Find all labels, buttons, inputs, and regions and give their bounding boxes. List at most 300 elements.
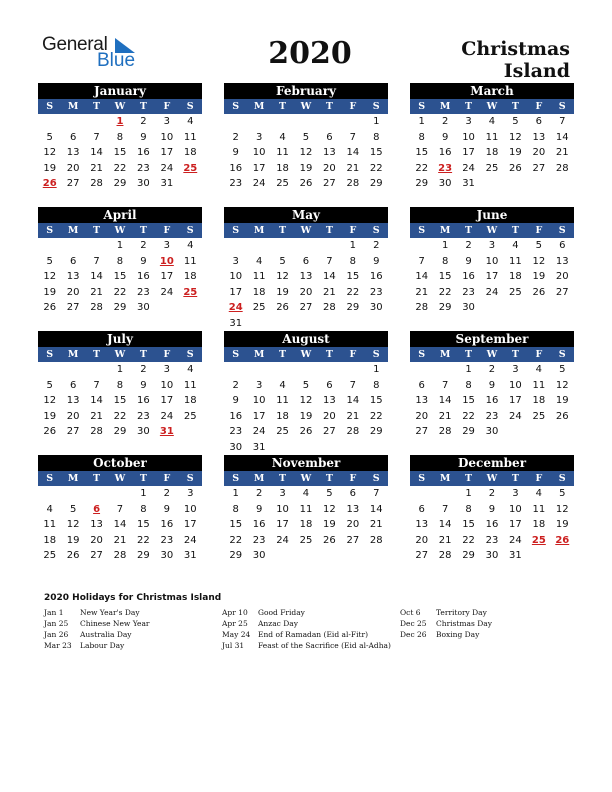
day-cell: 12 xyxy=(43,271,57,282)
day-cell: 19 xyxy=(555,395,569,406)
weekday-label: S xyxy=(558,101,566,112)
day-cell: 16 xyxy=(160,519,174,530)
day-cell: 20 xyxy=(299,286,313,298)
day-cell: 24 xyxy=(462,162,475,174)
day-cell: 19 xyxy=(299,410,313,422)
day-cell: 10 xyxy=(276,503,289,515)
holidays-title: 2020 Holidays for Christmas Island xyxy=(44,593,222,603)
holiday-name: Labour Day xyxy=(80,641,125,650)
weekday-label: S xyxy=(46,349,54,360)
day-cell: 17 xyxy=(160,395,174,406)
day-cell: 17 xyxy=(252,162,266,174)
day-cell: 26 xyxy=(509,162,522,174)
holiday-item xyxy=(222,607,391,618)
weekday-label: F xyxy=(349,473,357,484)
day-cell: 4 xyxy=(187,240,194,251)
weekday-label: T xyxy=(511,225,519,236)
day-cell: 9 xyxy=(140,255,147,267)
day-cell: 25 xyxy=(276,178,289,189)
day-cell: 26 xyxy=(43,426,57,437)
weekday-label: S xyxy=(418,101,426,112)
weekday-label: S xyxy=(232,225,240,236)
weekday-label: M xyxy=(67,101,79,112)
day-blank xyxy=(433,362,456,378)
day-cell: 14 xyxy=(90,147,103,158)
day-blank xyxy=(271,114,294,130)
day-cell: 23 xyxy=(252,534,266,546)
holiday-date: Apr 25 xyxy=(222,619,248,628)
day-cell: 1 xyxy=(140,488,147,499)
day-cell: 11 xyxy=(183,379,197,391)
day-cell: 15 xyxy=(346,271,360,282)
day-cell: 24 xyxy=(183,534,197,546)
day-cell: 16 xyxy=(485,519,499,530)
weekday-label: W xyxy=(300,225,312,236)
day-grid xyxy=(224,238,388,331)
day-cell: 22 xyxy=(113,162,127,174)
holiday-item xyxy=(400,618,492,629)
weekday-label: S xyxy=(46,225,54,236)
day-cell: 23 xyxy=(485,410,499,422)
day-cell: 11 xyxy=(509,255,522,267)
day-cell: 28 xyxy=(438,426,452,437)
day-cell: 31 xyxy=(509,550,522,561)
weekday-label: M xyxy=(439,349,451,360)
month-november xyxy=(224,455,388,564)
day-cell: 11 xyxy=(299,503,313,515)
month-march xyxy=(410,83,574,192)
day-cell: 11 xyxy=(183,131,197,143)
day-cell: 23 xyxy=(369,286,383,298)
day-cell: 20 xyxy=(66,286,80,298)
day-cell: 15 xyxy=(229,519,243,530)
day-cell: 3 xyxy=(163,240,171,251)
month-name: June xyxy=(410,207,574,223)
day-cell: 8 xyxy=(116,379,124,391)
holiday-name: End of Ramadan (Eid al-Fitr) xyxy=(258,630,369,639)
day-cell: 4 xyxy=(255,255,263,267)
month-january xyxy=(38,83,202,192)
day-cell: 17 xyxy=(462,147,475,158)
day-cell: 4 xyxy=(535,488,543,499)
day-cell: 1 xyxy=(418,116,425,127)
day-cell: 19 xyxy=(555,519,569,530)
month-name: March xyxy=(410,83,574,99)
weekday-label: S xyxy=(372,473,380,484)
weekday-label: S xyxy=(558,225,566,236)
day-cell: 9 xyxy=(465,255,472,267)
day-cell: 14 xyxy=(438,519,452,530)
holiday-date: Apr 10 xyxy=(222,608,248,617)
day-blank xyxy=(294,362,317,378)
weekday-label: T xyxy=(279,225,287,236)
weekday-label: S xyxy=(232,473,240,484)
day-cell: 14 xyxy=(438,395,452,406)
day-cell: 9 xyxy=(232,395,239,406)
day-cell: 18 xyxy=(299,519,313,530)
day-cell-holiday: 10 xyxy=(159,255,174,267)
holiday-item xyxy=(222,640,391,651)
day-blank xyxy=(108,486,131,502)
day-cell: 4 xyxy=(302,488,310,499)
weekday-label: F xyxy=(535,225,543,236)
holiday-column xyxy=(400,607,492,640)
day-cell: 28 xyxy=(346,178,360,189)
day-cell: 8 xyxy=(465,503,472,515)
month-april xyxy=(38,207,202,316)
weekday-label: F xyxy=(535,473,543,484)
day-cell: 10 xyxy=(509,379,522,391)
day-cell: 5 xyxy=(512,116,519,127)
weekday-label: W xyxy=(486,349,498,360)
day-cell: 13 xyxy=(299,271,313,282)
weekday-label: T xyxy=(93,101,101,112)
day-cell: 2 xyxy=(163,488,171,499)
weekday-label: S xyxy=(186,225,194,236)
weekday-header xyxy=(224,223,388,238)
day-cell: 8 xyxy=(140,503,147,515)
day-cell: 6 xyxy=(326,379,333,391)
weekday-label: S xyxy=(232,101,240,112)
day-cell: 3 xyxy=(279,488,286,499)
day-cell: 7 xyxy=(93,131,100,143)
day-cell: 5 xyxy=(46,379,53,391)
day-cell: 18 xyxy=(43,534,57,546)
month-name: September xyxy=(410,331,574,347)
day-grid xyxy=(38,238,202,316)
day-cell: 5 xyxy=(559,488,566,499)
day-cell: 8 xyxy=(116,255,124,267)
day-cell: 19 xyxy=(276,286,289,298)
day-grid xyxy=(410,114,574,192)
day-cell: 27 xyxy=(415,426,429,437)
day-cell: 22 xyxy=(369,162,383,174)
day-cell: 30 xyxy=(137,426,150,437)
day-cell: 17 xyxy=(509,395,522,406)
day-cell: 19 xyxy=(323,519,336,530)
holiday-name: Anzac Day xyxy=(258,619,298,628)
day-cell: 18 xyxy=(183,395,197,406)
day-cell: 1 xyxy=(349,240,357,251)
day-cell: 19 xyxy=(532,271,546,282)
day-cell: 19 xyxy=(43,286,57,298)
day-cell: 22 xyxy=(369,410,383,422)
day-cell: 10 xyxy=(509,503,522,515)
day-cell: 20 xyxy=(90,534,103,546)
day-cell: 3 xyxy=(163,364,171,375)
weekday-label: W xyxy=(486,101,498,112)
weekday-label: T xyxy=(93,349,101,360)
day-cell: 1 xyxy=(116,364,124,375)
day-cell: 3 xyxy=(512,364,519,375)
weekday-label: F xyxy=(349,349,357,360)
day-cell: 13 xyxy=(532,131,546,143)
day-cell: 11 xyxy=(183,255,197,267)
day-cell: 21 xyxy=(346,410,360,422)
day-cell: 12 xyxy=(532,255,546,267)
weekday-label: F xyxy=(163,225,171,236)
holiday-item xyxy=(44,629,150,640)
day-cell: 2 xyxy=(373,240,380,251)
day-cell: 25 xyxy=(43,550,57,561)
day-cell: 17 xyxy=(229,286,243,298)
day-cell: 15 xyxy=(415,147,429,158)
day-grid xyxy=(38,114,202,192)
day-cell: 2 xyxy=(232,131,239,143)
holiday-name: New Year's Day xyxy=(80,608,140,617)
day-cell: 22 xyxy=(113,286,127,298)
day-cell: 16 xyxy=(462,271,475,282)
day-cell: 27 xyxy=(90,550,103,561)
day-cell: 17 xyxy=(276,519,289,530)
country-line-1: Christmas xyxy=(461,38,570,60)
day-cell: 30 xyxy=(229,441,243,453)
day-cell: 11 xyxy=(43,519,57,530)
day-cell: 17 xyxy=(160,271,174,282)
day-cell: 14 xyxy=(555,131,569,143)
day-blank xyxy=(224,114,247,130)
holiday-name: Good Friday xyxy=(258,608,305,617)
weekday-header xyxy=(410,471,574,486)
day-cell: 25 xyxy=(252,302,266,313)
day-cell: 17 xyxy=(252,410,266,422)
day-blank xyxy=(318,362,341,378)
month-name: January xyxy=(38,83,202,99)
weekday-label: T xyxy=(139,349,147,360)
day-cell: 15 xyxy=(462,519,475,530)
weekday-label: T xyxy=(511,101,519,112)
day-cell: 7 xyxy=(441,379,449,391)
month-june xyxy=(410,207,574,316)
weekday-label: S xyxy=(418,349,426,360)
holiday-item xyxy=(222,629,391,640)
day-cell: 6 xyxy=(302,255,310,267)
weekday-label: S xyxy=(372,101,380,112)
day-cell: 19 xyxy=(299,162,313,174)
country-title xyxy=(461,38,570,82)
holiday-date: Jul 31 xyxy=(222,641,245,650)
day-cell: 16 xyxy=(137,147,150,158)
day-cell: 22 xyxy=(438,286,452,298)
day-cell: 27 xyxy=(415,550,429,561)
day-cell: 26 xyxy=(532,286,546,298)
weekday-label: T xyxy=(325,473,333,484)
day-cell: 26 xyxy=(66,550,80,561)
day-cell: 6 xyxy=(326,131,333,143)
weekday-label: M xyxy=(253,473,265,484)
day-blank xyxy=(294,114,317,130)
day-cell: 8 xyxy=(373,379,380,391)
day-cell: 9 xyxy=(255,503,263,515)
day-cell: 30 xyxy=(462,302,475,313)
day-grid xyxy=(410,362,574,440)
weekday-label: F xyxy=(349,101,357,112)
weekday-label: T xyxy=(465,473,473,484)
day-grid xyxy=(224,486,388,564)
holiday-date: May 24 xyxy=(222,630,251,639)
weekday-label: T xyxy=(93,473,101,484)
day-cell: 26 xyxy=(276,302,289,313)
day-cell: 26 xyxy=(299,426,313,437)
day-cell: 24 xyxy=(485,286,499,298)
day-cell-holiday: 24 xyxy=(228,302,243,313)
weekday-label: T xyxy=(325,225,333,236)
weekday-label: S xyxy=(46,101,54,112)
day-cell: 4 xyxy=(535,364,543,375)
day-cell: 30 xyxy=(485,426,499,437)
day-blank xyxy=(61,114,84,130)
day-blank xyxy=(341,114,364,130)
day-cell: 15 xyxy=(438,271,452,282)
day-cell: 8 xyxy=(418,131,425,143)
day-cell: 12 xyxy=(323,503,336,515)
weekday-header xyxy=(38,347,202,362)
holiday-item xyxy=(44,618,150,629)
day-cell: 9 xyxy=(488,379,496,391)
month-name: February xyxy=(224,83,388,99)
day-cell: 21 xyxy=(415,286,429,298)
month-february xyxy=(224,83,388,192)
day-cell: 11 xyxy=(532,503,546,515)
day-blank xyxy=(61,486,84,502)
weekday-label: W xyxy=(114,101,126,112)
weekday-label: T xyxy=(465,349,473,360)
day-cell: 30 xyxy=(369,302,383,313)
weekday-label: S xyxy=(418,225,426,236)
weekday-label: S xyxy=(232,349,240,360)
day-blank xyxy=(38,114,61,130)
day-blank xyxy=(38,362,61,378)
day-cell: 24 xyxy=(252,178,266,189)
day-cell: 10 xyxy=(252,147,266,158)
day-cell: 28 xyxy=(415,302,429,313)
day-cell: 29 xyxy=(462,426,475,437)
day-cell: 7 xyxy=(373,488,380,499)
day-cell: 30 xyxy=(137,302,150,313)
holiday-date: Jan 1 xyxy=(44,608,64,617)
day-cell: 5 xyxy=(326,488,333,499)
day-cell: 5 xyxy=(559,364,566,375)
day-cell: 24 xyxy=(160,162,174,174)
day-cell: 6 xyxy=(418,379,425,391)
weekday-label: F xyxy=(163,101,171,112)
day-cell: 7 xyxy=(93,255,100,267)
day-cell: 17 xyxy=(160,147,174,158)
day-cell: 29 xyxy=(113,178,127,189)
weekday-label: M xyxy=(253,225,265,236)
day-cell: 9 xyxy=(140,131,147,143)
day-cell: 7 xyxy=(349,379,357,391)
day-cell-holiday: 25 xyxy=(531,534,546,546)
weekday-label: T xyxy=(511,349,519,360)
day-cell: 18 xyxy=(509,271,522,282)
day-cell: 18 xyxy=(252,286,266,298)
day-cell: 12 xyxy=(299,395,313,406)
day-cell: 8 xyxy=(116,131,124,143)
day-cell: 11 xyxy=(252,271,266,282)
day-cell: 12 xyxy=(276,271,289,282)
day-cell: 18 xyxy=(532,519,546,530)
day-cell: 13 xyxy=(555,255,569,267)
weekday-label: T xyxy=(139,101,147,112)
day-cell: 10 xyxy=(160,379,174,391)
day-cell: 2 xyxy=(465,240,472,251)
day-cell-holiday: 26 xyxy=(42,178,57,189)
day-cell: 21 xyxy=(323,286,336,298)
weekday-label: T xyxy=(325,349,333,360)
day-cell: 28 xyxy=(555,162,569,174)
day-blank xyxy=(318,114,341,130)
day-cell: 29 xyxy=(346,302,360,313)
day-cell: 11 xyxy=(276,395,289,406)
day-cell: 22 xyxy=(462,534,475,546)
day-cell: 6 xyxy=(418,503,425,515)
weekday-label: W xyxy=(114,225,126,236)
day-cell-holiday: 6 xyxy=(93,503,101,515)
day-cell: 24 xyxy=(252,426,266,437)
day-cell: 12 xyxy=(66,519,80,530)
day-cell: 29 xyxy=(113,426,127,437)
day-blank xyxy=(341,362,364,378)
day-cell: 25 xyxy=(183,410,197,422)
day-cell: 13 xyxy=(323,147,336,158)
day-cell: 10 xyxy=(485,255,499,267)
day-cell: 29 xyxy=(229,550,243,561)
day-cell: 16 xyxy=(369,271,383,282)
day-cell: 30 xyxy=(137,178,150,189)
day-cell: 19 xyxy=(43,410,57,422)
day-cell: 1 xyxy=(441,240,449,251)
weekday-label: T xyxy=(511,473,519,484)
weekday-label: W xyxy=(114,473,126,484)
day-blank xyxy=(247,362,270,378)
brand-name-general: General xyxy=(42,34,108,55)
day-cell: 20 xyxy=(66,162,80,174)
day-cell: 15 xyxy=(113,271,127,282)
day-cell: 23 xyxy=(229,178,243,189)
day-cell: 29 xyxy=(438,302,452,313)
day-cell: 21 xyxy=(555,147,569,158)
day-cell: 14 xyxy=(415,271,429,282)
weekday-label: W xyxy=(486,473,498,484)
day-cell: 31 xyxy=(160,178,174,189)
holiday-item xyxy=(44,640,150,651)
day-cell: 20 xyxy=(66,410,80,422)
day-cell: 27 xyxy=(66,302,80,313)
day-cell: 25 xyxy=(276,426,289,437)
day-cell: 26 xyxy=(555,410,569,422)
weekday-label: T xyxy=(139,225,147,236)
weekday-header xyxy=(38,471,202,486)
day-cell: 16 xyxy=(229,410,243,422)
day-cell: 17 xyxy=(509,519,522,530)
day-cell: 20 xyxy=(415,534,429,546)
month-name: October xyxy=(38,455,202,471)
day-cell: 21 xyxy=(113,534,127,546)
day-grid xyxy=(410,486,574,564)
day-cell: 31 xyxy=(183,550,197,561)
day-cell: 30 xyxy=(485,550,499,561)
day-cell: 24 xyxy=(160,410,174,422)
weekday-label: S xyxy=(186,473,194,484)
day-cell: 1 xyxy=(373,364,380,375)
day-blank xyxy=(247,238,270,254)
day-cell: 28 xyxy=(369,534,383,546)
day-cell: 17 xyxy=(183,519,197,530)
day-cell: 2 xyxy=(441,116,449,127)
month-name: April xyxy=(38,207,202,223)
day-cell: 24 xyxy=(276,534,289,546)
